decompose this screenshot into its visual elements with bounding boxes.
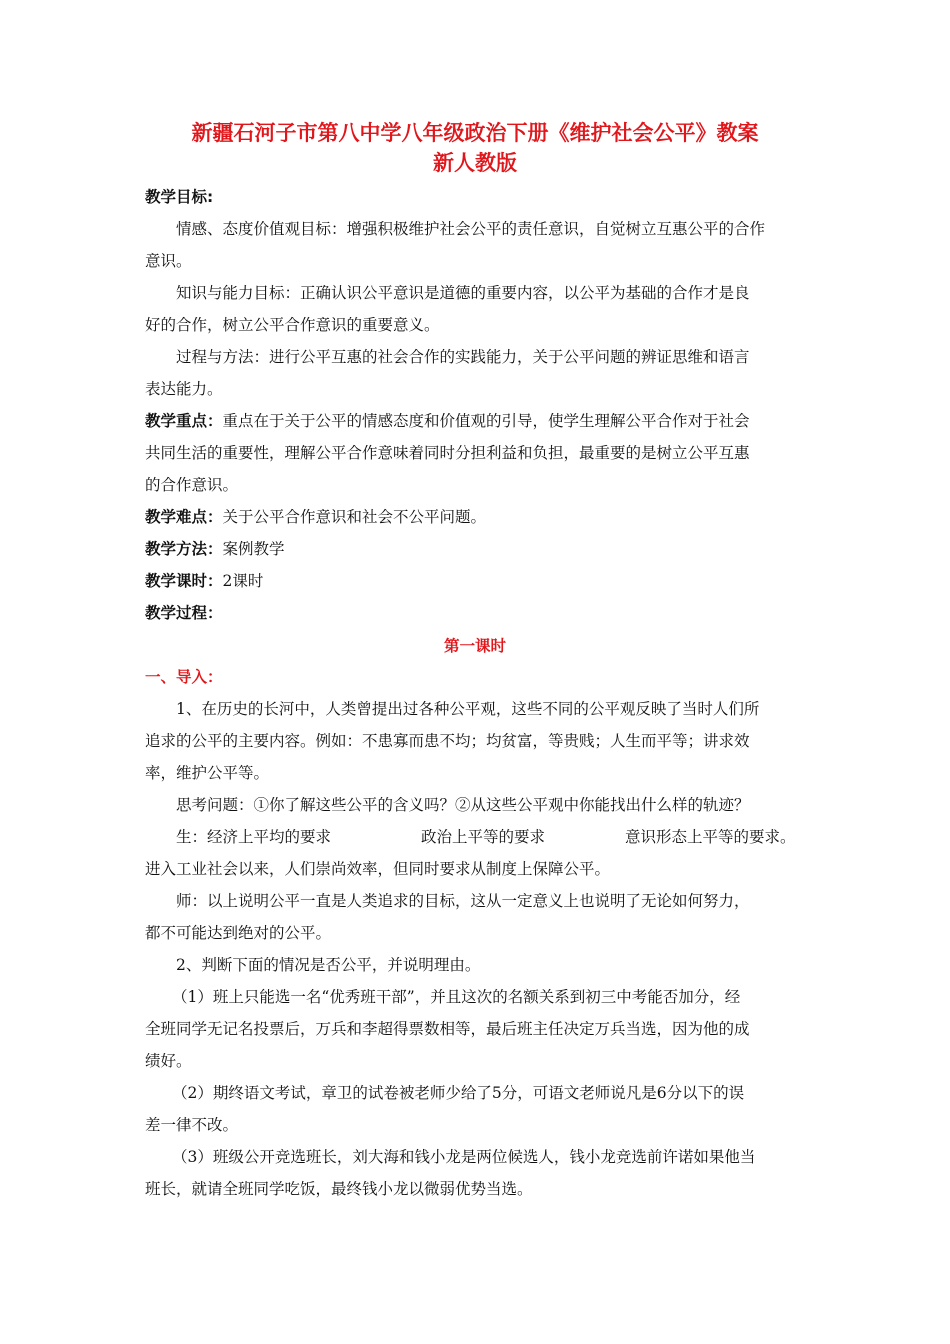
student-answer-ideology: 意识形态上平等的要求。 — [625, 828, 796, 846]
case-1-line-3: 绩好。 — [145, 1052, 192, 1070]
intro-heading: 一、导入： — [145, 668, 223, 686]
hours-label: 教学课时： — [145, 572, 223, 590]
paragraph-1-line-2: 追求的公平的主要内容。例如：不患寡而患不均；均贫富，等贵贱；人生而平等；讲求效 — [145, 732, 750, 750]
case-2-line-1: （2）期终语文考试，章卫的试卷被老师少给了5分，可语文老师说凡是6分以下的误 — [172, 1084, 745, 1102]
question-line: 思考问题：①你了解这些公平的含义吗？②从这些公平观中你能找出什么样的轨迹？ — [176, 796, 750, 814]
process-heading: 教学过程： — [145, 604, 223, 622]
paragraph-1-line-3: 率，维护公平等。 — [145, 764, 270, 782]
key-points-label: 教学重点： — [145, 412, 223, 430]
emotion-goal-line-2: 意识。 — [145, 252, 192, 270]
student-answer-line — [176, 826, 796, 848]
key-points-line-1 — [145, 410, 750, 432]
difficulty-line — [145, 506, 486, 528]
difficulty-text: 关于公平合作意识和社会不公平问题。 — [222, 508, 487, 526]
emotion-goal-line-1: 情感、态度价值观目标：增强积极维护社会公平的责任意识，自觉树立互惠公平的合作 — [176, 220, 766, 238]
case-3-line-2: 班长，就请全班同学吃饭，最终钱小龙以微弱优势当选。 — [145, 1180, 533, 1198]
knowledge-goal-line-1: 知识与能力目标：正确认识公平意识是道德的重要内容，以公平为基础的合作才是良 — [176, 284, 750, 302]
knowledge-goal-line-2: 好的合作，树立公平合作意识的重要意义。 — [145, 316, 440, 334]
key-points-line-2: 共同生活的重要性，理解公平合作意味着同时分担利益和负担，最重要的是树立公平互惠 — [145, 444, 750, 462]
paragraph-2: 2、判断下面的情况是否公平，并说明理由。 — [176, 956, 481, 974]
case-2-line-2: 差一律不改。 — [145, 1116, 239, 1134]
key-points-text: 重点在于关于公平的情感态度和价值观的引导，使学生理解公平合作对于社会 — [222, 412, 750, 430]
process-goal-line-1: 过程与方法：进行公平互惠的社会合作的实践能力，关于公平问题的辨证思维和语言 — [176, 348, 750, 366]
teacher-line-1: 师：以上说明公平一直是人类追求的目标，这从一定意义上也说明了无论如何努力， — [176, 892, 750, 910]
student-answer-line-2: 进入工业社会以来，人们崇尚效率，但同时要求从制度上保障公平。 — [145, 860, 611, 878]
difficulty-label: 教学难点： — [145, 508, 223, 526]
case-3-line-1: （3）班级公开竞选班长，刘大海和钱小龙是两位候选人，钱小龙竞选前许诺如果他当 — [172, 1148, 756, 1166]
process-goal-line-2: 表达能力。 — [145, 380, 223, 398]
document-title-line-1: 新疆石河子市第八中学八年级政治下册《维护社会公平》教案 — [191, 121, 759, 145]
hours-text: 2课时 — [222, 572, 264, 590]
hours-line — [145, 570, 263, 592]
goals-heading: 教学目标: — [145, 188, 214, 206]
student-answer-political: 政治上平等的要求 — [421, 828, 546, 846]
method-line — [145, 538, 285, 560]
case-1-line-2: 全班同学无记名投票后，万兵和李超得票数相等，最后班主任决定万兵当选，因为他的成 — [145, 1020, 750, 1038]
key-points-line-3: 的合作意识。 — [145, 476, 239, 494]
paragraph-1-line-1: 1、在历史的长河中，人类曾提出过各种公平观，这些不同的公平观反映了当时人们所 — [176, 700, 760, 718]
teacher-line-2: 都不可能达到绝对的公平。 — [145, 924, 332, 942]
method-label: 教学方法： — [145, 540, 223, 558]
document-title-line-2: 新人教版 — [433, 151, 517, 175]
method-text: 案例教学 — [222, 540, 285, 558]
case-1-line-1: （1）班上只能选一名“优秀班干部”，并且这次的名额关系到初三中考能否加分，经 — [172, 988, 741, 1006]
student-answer-economic: 生：经济上平均的要求 — [176, 828, 332, 846]
lesson-1-heading: 第一课时 — [443, 637, 506, 655]
